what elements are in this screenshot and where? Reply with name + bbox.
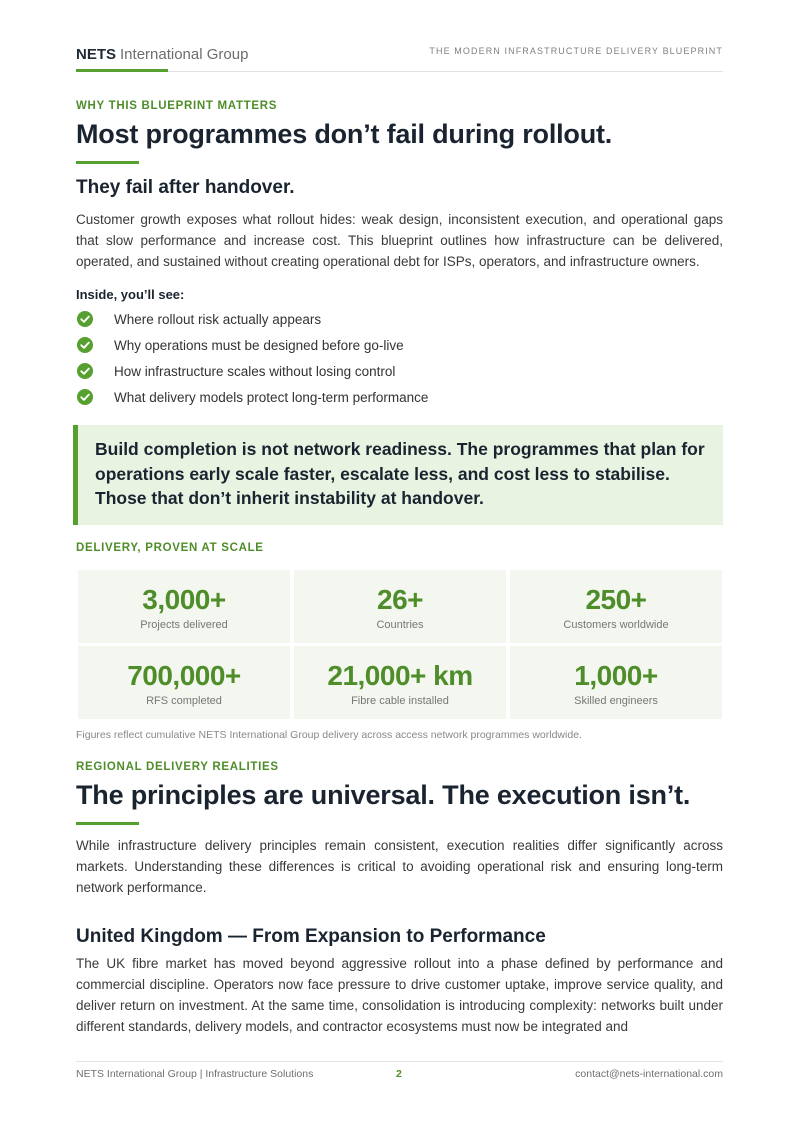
stat-label: RFS completed — [146, 695, 222, 707]
check-circle-icon — [77, 337, 93, 353]
page-number: 2 — [396, 1068, 402, 1080]
section-eyebrow-regional: REGIONAL DELIVERY REALITIES — [76, 761, 279, 773]
section-title-regional: The principles are universal. The execution isn’t. — [76, 780, 691, 810]
check-circle-icon — [77, 311, 93, 327]
brand-rest: International Group — [120, 46, 249, 63]
stat-label: Projects delivered — [140, 619, 228, 631]
stat-value: 21,000+ km — [327, 660, 473, 691]
list-item — [76, 388, 428, 414]
brand-underline — [76, 69, 168, 72]
section-title-why: Most programmes don’t fail during rollout. — [76, 119, 613, 149]
stat-card — [294, 646, 506, 719]
section-eyebrow-delivery: DELIVERY, PROVEN AT SCALE — [76, 542, 264, 554]
checklist — [76, 310, 428, 414]
list-item-text: How infrastructure scales without losing control — [114, 364, 396, 379]
stat-card — [510, 646, 722, 719]
page-footer — [76, 1061, 723, 1087]
inside-label: Inside, you’ll see: — [76, 287, 185, 302]
stat-label: Customers worldwide — [563, 619, 669, 631]
footer-company: NETS International Group | Infrastructure Solutions — [76, 1068, 314, 1080]
stat-value: 1,000+ — [574, 660, 658, 691]
brand — [76, 46, 248, 63]
stats-grid — [76, 568, 723, 720]
check-circle-icon — [77, 389, 93, 405]
footer-contact-link[interactable]: contact@nets-international.com — [575, 1068, 723, 1080]
stat-card — [294, 570, 506, 643]
page-header — [76, 44, 723, 72]
intro-paragraph: Customer growth exposes what rollout hides: weak design, inconsistent execution, and operational gaps that slow performance and increase cost. This blueprint outlines how infrastructure can be delivered, operated, and sustained without creating operational debt for ISPs, operators, and infrastructure owners. — [76, 212, 723, 269]
title-underline — [76, 822, 139, 825]
callout-text: Build completion is not network readiness. The programmes that plan for operations early scale faster, escalate less, and cost less to stabilise. Those that don’t inherit instability at handover. — [95, 439, 705, 508]
check-circle-icon — [77, 363, 93, 379]
list-item — [76, 310, 428, 336]
stat-label: Skilled engineers — [574, 695, 658, 707]
list-item-text: Why operations must be designed before go-live — [114, 338, 404, 353]
callout-box — [73, 425, 723, 525]
stat-card — [510, 570, 722, 643]
stat-value: 3,000+ — [142, 584, 226, 615]
list-item-text: What delivery models protect long-term performance — [114, 390, 429, 405]
section-eyebrow-why: WHY THIS BLUEPRINT MATTERS — [76, 100, 278, 112]
uk-heading: United Kingdom — From Expansion to Performance — [76, 926, 546, 947]
stat-card — [78, 570, 290, 643]
document-title: THE MODERN INFRASTRUCTURE DELIVERY BLUEPRINT — [429, 46, 723, 56]
stat-label: Fibre cable installed — [351, 695, 449, 707]
title-underline — [76, 161, 139, 164]
section-subtitle: They fail after handover. — [76, 177, 295, 198]
brand-bold: NETS — [76, 46, 117, 63]
stat-label: Countries — [376, 619, 424, 631]
regional-paragraph: While infrastructure delivery principles remain consistent, execution realities differ significantly across markets. Understanding these differences is critical to avoiding operational risk and ensuring long-term network performance. — [76, 838, 723, 895]
list-item-text: Where rollout risk actually appears — [114, 312, 322, 327]
stats-footnote: Figures reflect cumulative NETS International Group delivery across access network programmes worldwide. — [76, 729, 582, 741]
list-item — [76, 336, 428, 362]
stat-card — [78, 646, 290, 719]
stat-value: 26+ — [377, 584, 423, 615]
stat-value: 700,000+ — [127, 660, 241, 691]
list-item — [76, 362, 428, 388]
stat-value: 250+ — [585, 584, 647, 615]
uk-paragraph: The UK fibre market has moved beyond aggressive rollout into a phase defined by performance and commercial discipline. Operators now face pressure to drive customer uptake, improve service quality, and deliver return on investment. At the same time, consolidation is introducing complexity: networks built under different standards, delivery models, and contractor ecosystems must now be integrated and — [76, 956, 723, 1034]
